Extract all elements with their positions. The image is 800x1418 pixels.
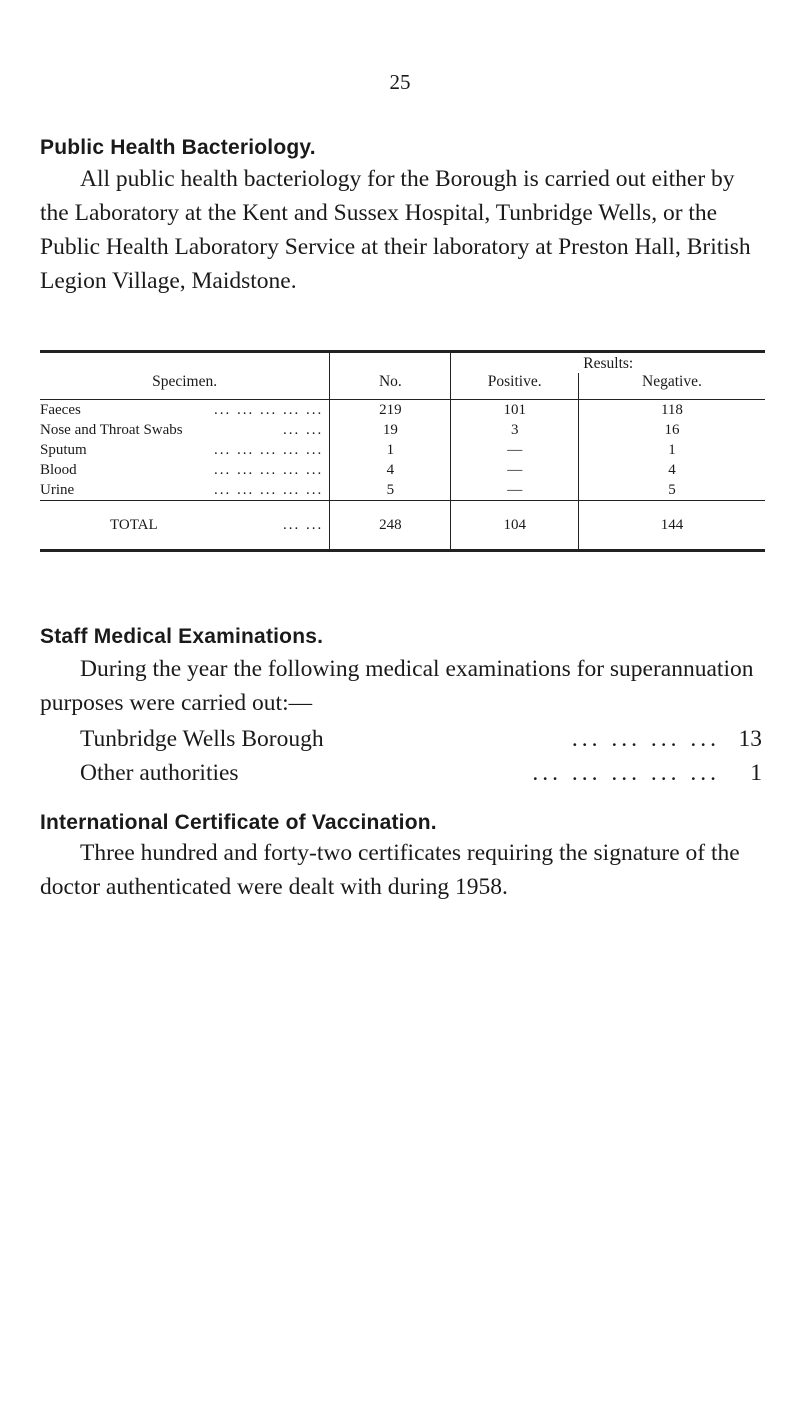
specimen-name: Urine xyxy=(40,481,75,498)
positive-value: — xyxy=(451,480,578,501)
negative-value: 118 xyxy=(578,400,765,421)
no-value: 4 xyxy=(330,460,451,480)
table-row xyxy=(40,420,765,440)
leader-dots: ... ... xyxy=(282,421,324,438)
specimen-name: Faeces xyxy=(40,401,81,418)
negative-value: 5 xyxy=(578,480,765,501)
no-value: 1 xyxy=(330,440,451,460)
exam-label: Tunbridge Wells Borough xyxy=(80,726,324,752)
positive-value: — xyxy=(451,440,578,460)
positive-value: 101 xyxy=(451,400,578,421)
positive-value: 3 xyxy=(451,420,578,440)
total-label: TOTAL xyxy=(110,516,158,533)
leader-dots: ... ... ... ... ... xyxy=(213,401,324,418)
table-row xyxy=(40,440,765,460)
positive-header: Positive. xyxy=(451,373,578,400)
exam-value: 1 xyxy=(750,760,762,786)
no-value: 5 xyxy=(330,480,451,501)
total-positive: 104 xyxy=(451,501,578,551)
exam-label: Other authorities xyxy=(80,760,239,786)
heading-bacteriology: Public Health Bacteriology. xyxy=(40,136,316,159)
total-no: 248 xyxy=(330,501,451,551)
negative-value: 1 xyxy=(578,440,765,460)
total-negative: 144 xyxy=(578,501,765,551)
exam-item xyxy=(80,760,762,787)
heading-vaccination: International Certificate of Vaccination. xyxy=(40,811,437,834)
specimen-header: Specimen. xyxy=(40,373,330,400)
positive-value: — xyxy=(451,460,578,480)
table-row xyxy=(40,400,765,421)
heading-staff-examinations: Staff Medical Examinations. xyxy=(40,625,324,648)
leader-dots: ... ... ... ... ... xyxy=(213,441,324,458)
page-number: 25 xyxy=(389,70,411,94)
paragraph-vaccination: Three hundred and forty-two certificates requiring the signature of the doctor authenticated were dealt with during 1958. xyxy=(40,840,740,900)
no-value: 19 xyxy=(330,420,451,440)
total-row xyxy=(40,501,765,551)
negative-value: 16 xyxy=(578,420,765,440)
no-value: 219 xyxy=(330,400,451,421)
negative-value: 4 xyxy=(578,460,765,480)
results-header: Results: xyxy=(451,352,765,374)
specimen-name: Blood xyxy=(40,461,77,478)
table-row xyxy=(40,480,765,501)
table-row xyxy=(40,460,765,480)
paragraph-bacteriology: All public health bacteriology for the Borough is carried out either by the Laboratory at the Kent and Sussex Hospital, Tunbridge Wells, or the Public Health Laboratory Service at their laboratory at Preston Hall, British Legion Village, Maidstone. xyxy=(40,166,751,294)
exam-item xyxy=(80,726,762,753)
leader-dots: ... ... ... ... ... xyxy=(532,760,720,786)
leader-dots: ... ... ... ... ... xyxy=(213,461,324,478)
specimen-name: Sputum xyxy=(40,441,87,458)
negative-header: Negative. xyxy=(578,373,765,400)
no-header: No. xyxy=(330,373,451,400)
exam-value: 13 xyxy=(738,726,762,752)
bacteriology-table xyxy=(40,350,765,552)
leader-dots: ... ... xyxy=(282,516,324,533)
leader-dots: ... ... ... ... ... xyxy=(213,481,324,498)
leader-dots: ... ... ... ... xyxy=(571,726,720,752)
paragraph-staff-examinations: During the year the following medical examinations for superannuation purposes were carried out:— xyxy=(40,656,754,716)
specimen-name: Nose and Throat Swabs xyxy=(40,421,183,438)
